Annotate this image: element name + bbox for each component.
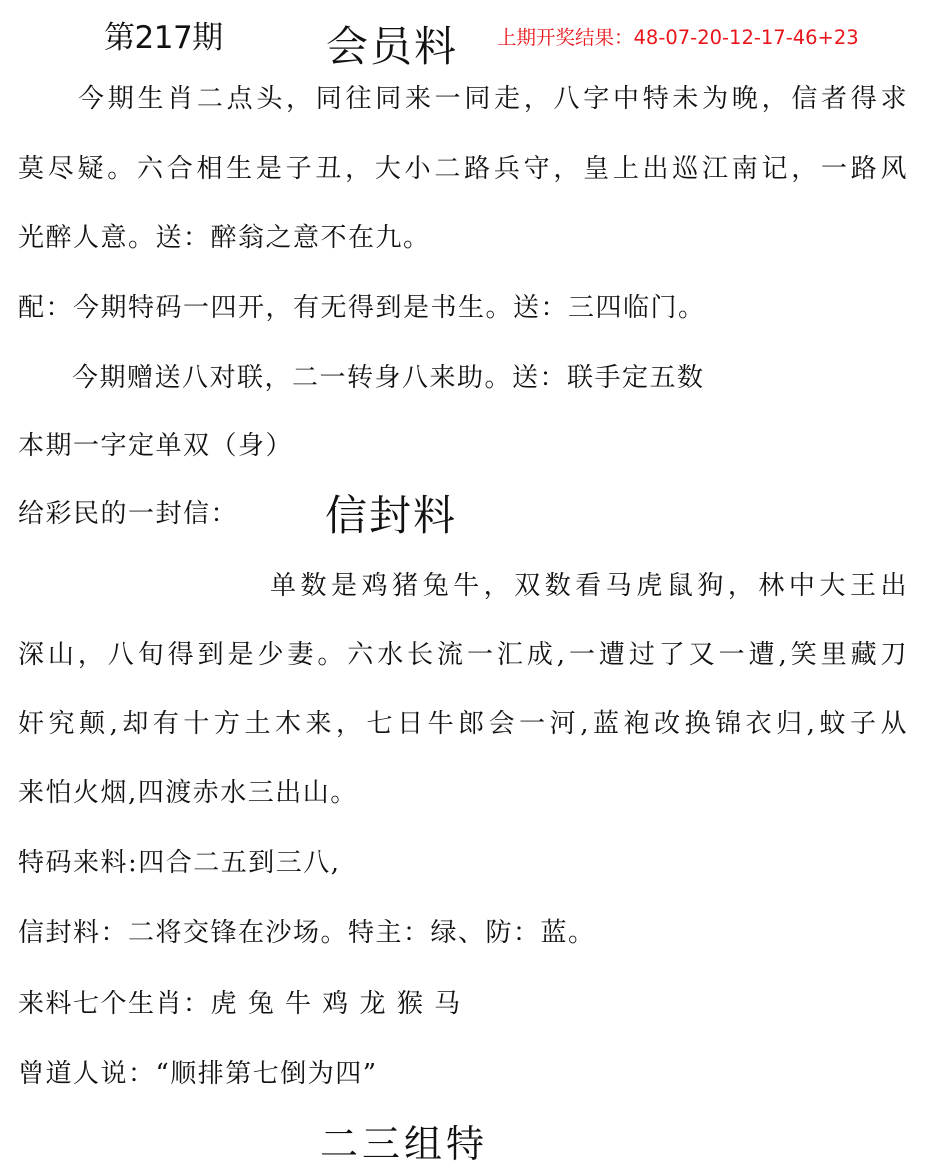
envelope-title: 信封料 <box>325 491 458 540</box>
page-title: 会员料 <box>326 22 459 71</box>
poem-line-2: 莫尽疑。六合相生是子丑，大小二路兵守，皇上出巡江南记，一路风 <box>18 154 908 184</box>
couplet-text: 今期赠送八对联，二一转身八来助。送：联手定五数 <box>72 363 705 393</box>
seven-zodiacs-text: 来料七个生肖：虎 兔 牛 鸡 龙 猴 马 <box>18 989 462 1019</box>
taoist-saying-text: 曾道人说：“顺排第七倒为四” <box>18 1059 378 1089</box>
poem-line-1: 今期生肖二点头，同往同来一同走，八字中特未为晚，信者得求 <box>78 84 908 114</box>
pairing-text: 配：今期特码一四开，有无得到是书生。送：三四临门。 <box>18 293 706 323</box>
issue-number: 第217期 <box>104 20 223 56</box>
letter-line-2: 深山，八旬得到是少妻。六水长流一汇成,一遭过了又一遭,笑里藏刀 <box>18 640 908 670</box>
bottom-title: 二三组特 <box>320 1122 489 1166</box>
special-source-text: 特码来料:四合二五到三八, <box>18 848 341 878</box>
envelope-note-text: 信封料：二将交锋在沙场。特主：绿、防：蓝。 <box>18 918 596 948</box>
last-draw-result: 上期开奖结果：48-07-20-12-17-46+23 <box>497 26 859 49</box>
letter-line-1: 单数是鸡猪兔牛，双数看马虎鼠狗，林中大王出 <box>270 571 908 601</box>
letter-line-3: 奸究颠,却有十方土木来，七日牛郎会一河,蓝袍改换锦衣归,蚊子从 <box>18 709 908 739</box>
poem-line-3: 光醉人意。送：醉翁之意不在九。 <box>18 223 431 253</box>
one-word-text: 本期一字定单双（身） <box>18 431 294 461</box>
letter-line-4: 来怕火烟,四渡赤水三出山。 <box>18 778 358 808</box>
letter-label: 给彩民的一封信： <box>18 499 239 529</box>
